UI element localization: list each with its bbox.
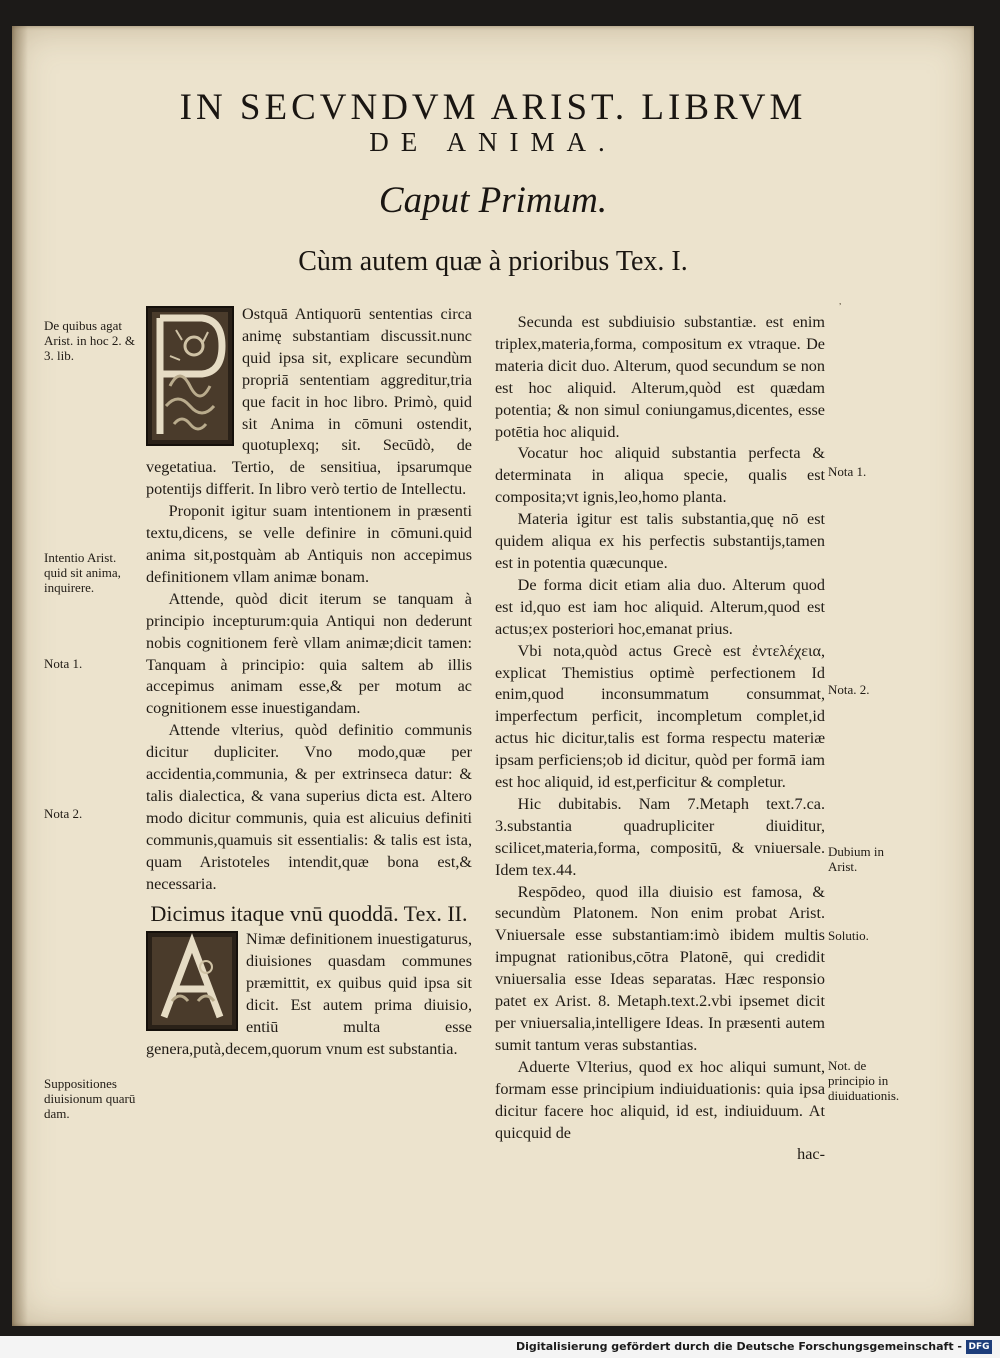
chapter-title: Caput Primum. [378, 180, 608, 221]
margin-note-left-2: Intentio Arist. quid sit anima, inquirere. [44, 550, 121, 595]
margin-note-right-3: Dubium in Arist. [828, 844, 884, 874]
footer-credit: Digitalisierung gefördert durch die Deutsche Forschungsgemeinschaft - [515, 1340, 962, 1353]
right-paragraph-6: Hic dubitabis. Nam 7.Metaph text.7.ca. 3.substantia quadrupliciter diuiditur, scilicet,materia,forma, compositū, & vniuersale. Idem tex.44. [495, 794, 825, 879]
margin-note-left-1: De quibus agat Arist. in hoc 2. & 3. lib. [44, 318, 135, 363]
left-paragraph-5: Nimæ definitionem inuestigaturus, diuisiones quasdam communes præmittit, ex quibus quid ipsa sit dicit. Est autem prima diuisio, entiū multa esse genera,putà,decem,quorum vnum est substantia. [146, 930, 472, 1058]
catchword: hac- [797, 1145, 825, 1164]
margin-note-left-5: Suppositiones diuisionum quarū dam. [44, 1076, 136, 1121]
woodcut-initial-a-icon [146, 931, 238, 1031]
running-head [12, 86, 974, 158]
right-column [495, 312, 825, 1166]
running-head-line2: DE ANIMA. [369, 127, 617, 157]
margin-note-left-3: Nota 1. [44, 656, 83, 671]
book-page [12, 26, 974, 1326]
margin-note-right-2: Nota. 2. [828, 682, 870, 697]
left-paragraph-2: Proponit igitur suam intentionem in præsenti textu,dicens, se velle definire in cōmuni.quid anima sit,postquàm ab Antiquis non accepimus definitionem vllam animæ bonam. [146, 502, 472, 586]
right-paragraph-1: Secunda est subdiuisio substantiæ. est enim triplex,materia,forma, compositum ex vtraque. De materia dicit duo. Alterum, quod secundum se non est hoc aliquid. Alterum,quòd est quædam potentia; & non simul coniungamus,dicentes, esse potētia hoc aliquid. [495, 313, 825, 441]
text2-heading: Dicimus itaque vnū quoddā. Tex. II. [150, 901, 468, 927]
right-paragraph-8: Aduerte Vlterius, quod ex hoc aliqui sumunt, formam esse principium indiuiduationis: quia ipsa dicitur facere hoc aliquid, id est, indiuiduum. At quicquid de [495, 1057, 825, 1142]
right-paragraph-3: Materia igitur est talis substantia,quę nō est quidem aliqua ex his perfectis substantijs,tamen est in potentia quæcunque. [495, 510, 825, 572]
left-paragraph-3: Attende, quòd dicit iterum se tanquam à principio incepturum:quia Antiqui non dederunt nobis cognitionem ferè vllam animæ;dicit tamen: Tanquam à principio: quia saltem ab illis accepimus animam esse,& per motum ac cognitionem esse inuestigandam. [146, 589, 472, 718]
bleed-mark: ᾽ [838, 300, 843, 315]
running-head-line1: IN SECVNDVM ARIST. LIBRVM [179, 87, 807, 128]
margin-note-right-4: Solutio. [828, 928, 869, 943]
left-paragraph-1: Ostquā Antiquorū sententias circa animę substantiam discussit.nunc quid ipsa sit, explicare secundùm propriā sententiam aggreditur,tria que facit in hoc libro. Primò, quid sit Anima in cōmuni ostendit, quotuplexq; sit. Secūdò, de vegetatiua. Tertio, de sensitiua, ipsarumque potentijs differit. In libro verò tertio de Intellectu. [146, 305, 472, 499]
right-paragraph-2: Vocatur hoc aliquid substantia perfecta & determinata in aliqua specie, qualis est composita;vt ignis,leo,homo planta. [495, 444, 825, 507]
right-paragraph-5: Vbi nota,quòd actus Grecè est ἐντελέχεια, explicat Themistius optimè perfectionem Id enim,quod inconsummatum consummat, imperfectum perficit, incompletum complet,id actus hic dicitur,talis est forma respectu materiæ ipsam perficiens;ob id dicitur, quòd per formā iam est hoc aliquid, id est,perficitur & completur. [495, 641, 825, 792]
right-paragraph-4: De forma dicit etiam alia duo. Alterum quod est id,quo est iam hoc aliquid. Alterum,quod est actus;ex posteriori hoc,emanat prius. [495, 575, 825, 638]
margin-note-right-1: Nota 1. [828, 464, 867, 479]
text1-heading: Cùm autem quæ à prioribus Tex. I. [298, 246, 688, 277]
dfg-logo-icon: DFG [966, 1340, 992, 1354]
woodcut-initial-p-icon [146, 306, 234, 446]
left-column [146, 304, 472, 1061]
margin-note-left-4: Nota 2. [44, 806, 83, 821]
right-paragraph-7: Respōdeo, quod illa diuisio est famosa, & secundùm Platonem. Non enim probat Arist. Vniuersale esse substantiam:imò ibidem multis impugnat rationibus,cōtra Platonē, qui credidit vniuersalia esse Ideas separatas. Hæc responsio patet ex Arist. 8. Metaph.text.2.vbi ipsemet dicit per vniuersalia,intelligere Ideas. In præsenti autem sumit tantum veras substantias. [495, 882, 825, 1054]
margin-note-right-5: Not. de principio in diuiduationis. [828, 1058, 900, 1103]
left-paragraph-4: Attende vlterius, quòd definitio communis dicitur dupliciter. Vno modo,quæ per accidentia,communia, & per extrinseca datur: & talis dialectica, & vana superius dicta est. Altero modo dicitur communis, quia est alicuius definiti communis,quamuis sit essentialis: & talis est ista, quam Aristoteles intendit,quæ bona est,& necessaria. [146, 721, 472, 893]
